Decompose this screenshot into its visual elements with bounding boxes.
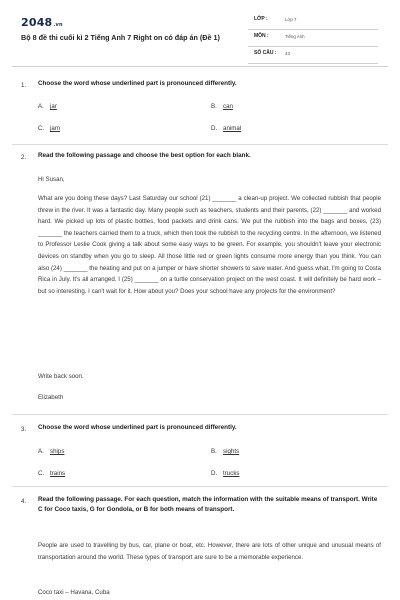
option-text: trains bbox=[50, 470, 66, 477]
question-number: 2. bbox=[21, 154, 27, 161]
passage-body: People are used to travelling by bus, car, plane or boat, etc. However, there are lots of other unique and unusual means of transportation around the world. These types of transport are sure to be a memorable experience. bbox=[38, 542, 381, 561]
logo-suffix: .vn bbox=[53, 22, 63, 28]
option-d[interactable] bbox=[211, 125, 241, 132]
option-letter: B. bbox=[211, 103, 217, 110]
question-divider bbox=[12, 414, 388, 415]
passage-greeting: Hi Susan, bbox=[38, 176, 65, 183]
meta-row-class bbox=[248, 13, 378, 30]
meta-value: 43 bbox=[285, 51, 290, 56]
page-header bbox=[0, 0, 400, 80]
meta-table bbox=[248, 13, 378, 64]
passage-subheading: Coco taxi – Havana, Cuba bbox=[38, 589, 110, 596]
site-logo[interactable] bbox=[21, 16, 63, 29]
question-number: 4. bbox=[21, 498, 27, 505]
question-prompt: Read the following passage and choose the best option for each blank. bbox=[38, 152, 251, 159]
option-b[interactable] bbox=[211, 448, 239, 455]
option-letter: C. bbox=[38, 125, 45, 132]
question-divider bbox=[12, 144, 388, 145]
option-text: jar bbox=[50, 103, 57, 110]
option-letter: C. bbox=[38, 470, 45, 477]
header-divider bbox=[12, 66, 388, 67]
option-d[interactable] bbox=[211, 470, 240, 477]
document-title: Bộ 8 đề thi cuối kì 2 Tiếng Anh 7 Right on có đáp án (Đề 1) bbox=[21, 33, 220, 42]
option-c[interactable] bbox=[38, 125, 60, 132]
option-letter: A. bbox=[38, 103, 44, 110]
option-letter: D. bbox=[211, 470, 218, 477]
option-a[interactable] bbox=[38, 448, 64, 455]
meta-row-subject bbox=[248, 30, 378, 47]
option-text: animal bbox=[223, 125, 242, 132]
meta-value: Tiếng Anh bbox=[285, 34, 305, 39]
meta-key: LỚP : bbox=[254, 16, 268, 22]
option-text: trucks bbox=[223, 470, 240, 477]
question-number: 1. bbox=[21, 82, 27, 89]
question-number: 3. bbox=[21, 426, 27, 433]
meta-row-count bbox=[248, 47, 378, 64]
question-prompt: Read the following passage. For each question, match the information with the suitable means of transport. Write C for Coco taxis, G for Gondola, or B for both means of transport. bbox=[38, 496, 378, 514]
passage-signature: Elizabeth bbox=[38, 394, 64, 401]
meta-value: Lớp 7 bbox=[285, 17, 297, 22]
option-text: can bbox=[223, 103, 233, 110]
question-divider bbox=[12, 486, 388, 487]
question-prompt: Choose the word whose underlined part is pronounced differently. bbox=[38, 424, 237, 431]
option-a[interactable] bbox=[38, 103, 57, 110]
passage-body: What are you doing these days? Last Saturday our school (21) _______ a clean-up project. We collected rubbish that people threw in the river. It was a fantastic day. Many people such as teachers, students and their parents, (22) _______ and worked hard. We picked up lots of plastic bottles, food packets and drink cans. We put the rubbish into the bags and boxes, (23) _______ the teachers carried them to a truck, which then took the rubbish to the recycling centre. In the afternoon, we listened to Professor Leslie Cook giving a talk about some easy ways to be green. For example, you shouldn't leave your electronic devices on standby when you go to sleep. All those little red or green lights consume more energy than you think. You can also (24) _______ the heating and put on a jumper or have shorter showers to save water. And guess what, I'm going to Costa Rica in July. It's all arranged. I (25) _______ on a turtle conservation project on the west coast. It will definitely be hard work – but so interesting. I can't wait for it. How about you? Does your school have any projects for the environment? bbox=[38, 195, 381, 295]
option-text: ships bbox=[50, 448, 65, 455]
meta-key: SỐ CÂU : bbox=[254, 50, 277, 56]
option-c[interactable] bbox=[38, 470, 65, 477]
question-prompt: Choose the word whose underlined part is pronounced differently. bbox=[38, 80, 237, 87]
logo-main: 2048 bbox=[21, 16, 53, 29]
option-b[interactable] bbox=[211, 103, 233, 110]
meta-key: MÔN : bbox=[254, 33, 269, 39]
option-letter: D. bbox=[211, 125, 218, 132]
option-letter: B. bbox=[211, 448, 217, 455]
passage-closing: Write back soon. bbox=[38, 373, 84, 380]
option-text: jam bbox=[50, 125, 60, 132]
option-letter: A. bbox=[38, 448, 44, 455]
option-text: sights bbox=[223, 448, 240, 455]
